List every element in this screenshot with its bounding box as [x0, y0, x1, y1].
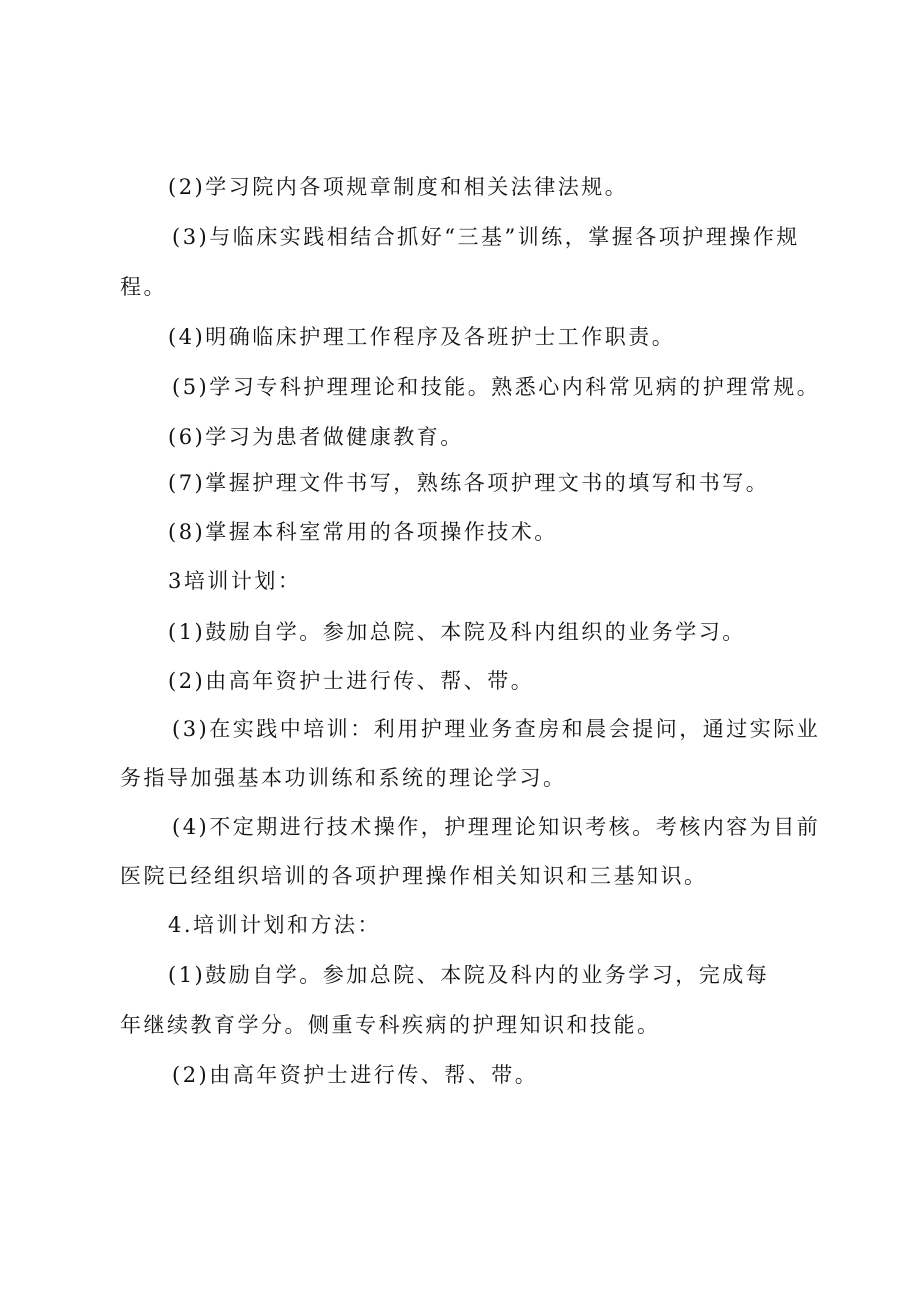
text-line: (4)不定期进行技术操作，护理理论知识考核。考核内容为目前: [172, 815, 821, 839]
text-line: (8)掌握本科室常用的各项操作技术。: [168, 520, 558, 544]
text-line: (3)在实践中培训：利用护理业务查房和晨会提问，通过实际业: [172, 717, 821, 741]
text-line: 3培训计划：: [168, 569, 302, 593]
text-line: (1)鼓励自学。参加总院、本院及科内的业务学习，完成每: [168, 963, 770, 987]
text-line: 年继续教育学分。侧重专科疾病的护理知识和技能。: [120, 1013, 661, 1037]
text-line: (5)学习专科护理理论和技能。熟悉心内科常见病的护理常规。: [172, 375, 821, 399]
text-line: (2)由高年资护士进行传、帮、带。: [172, 1063, 539, 1087]
text-line: (6)学习为患者做健康教育。: [168, 425, 464, 449]
text-line: 医院已经组织培训的各项护理操作相关知识和三基知识。: [120, 864, 708, 888]
text-line: 程。: [120, 275, 167, 299]
text-line: (2)学习院内各项规章制度和相关法律法规。: [168, 175, 629, 199]
text-line: 务指导加强基本功训练和系统的理论学习。: [120, 766, 567, 790]
text-line: (7)掌握护理文件书写，熟练各项护理文书的填写和书写。: [168, 471, 770, 495]
text-line: (3)与临床实践相结合抓好“三基”训练，掌握各项护理操作规: [172, 225, 800, 249]
text-line: (2)由高年资护士进行传、帮、带。: [168, 669, 535, 693]
text-line: (1)鼓励自学。参加总院、本院及科内组织的业务学习。: [168, 620, 746, 644]
text-line: (4)明确临床护理工作程序及各班护士工作职责。: [168, 325, 676, 349]
text-line: 4.培训计划和方法：: [168, 913, 382, 937]
